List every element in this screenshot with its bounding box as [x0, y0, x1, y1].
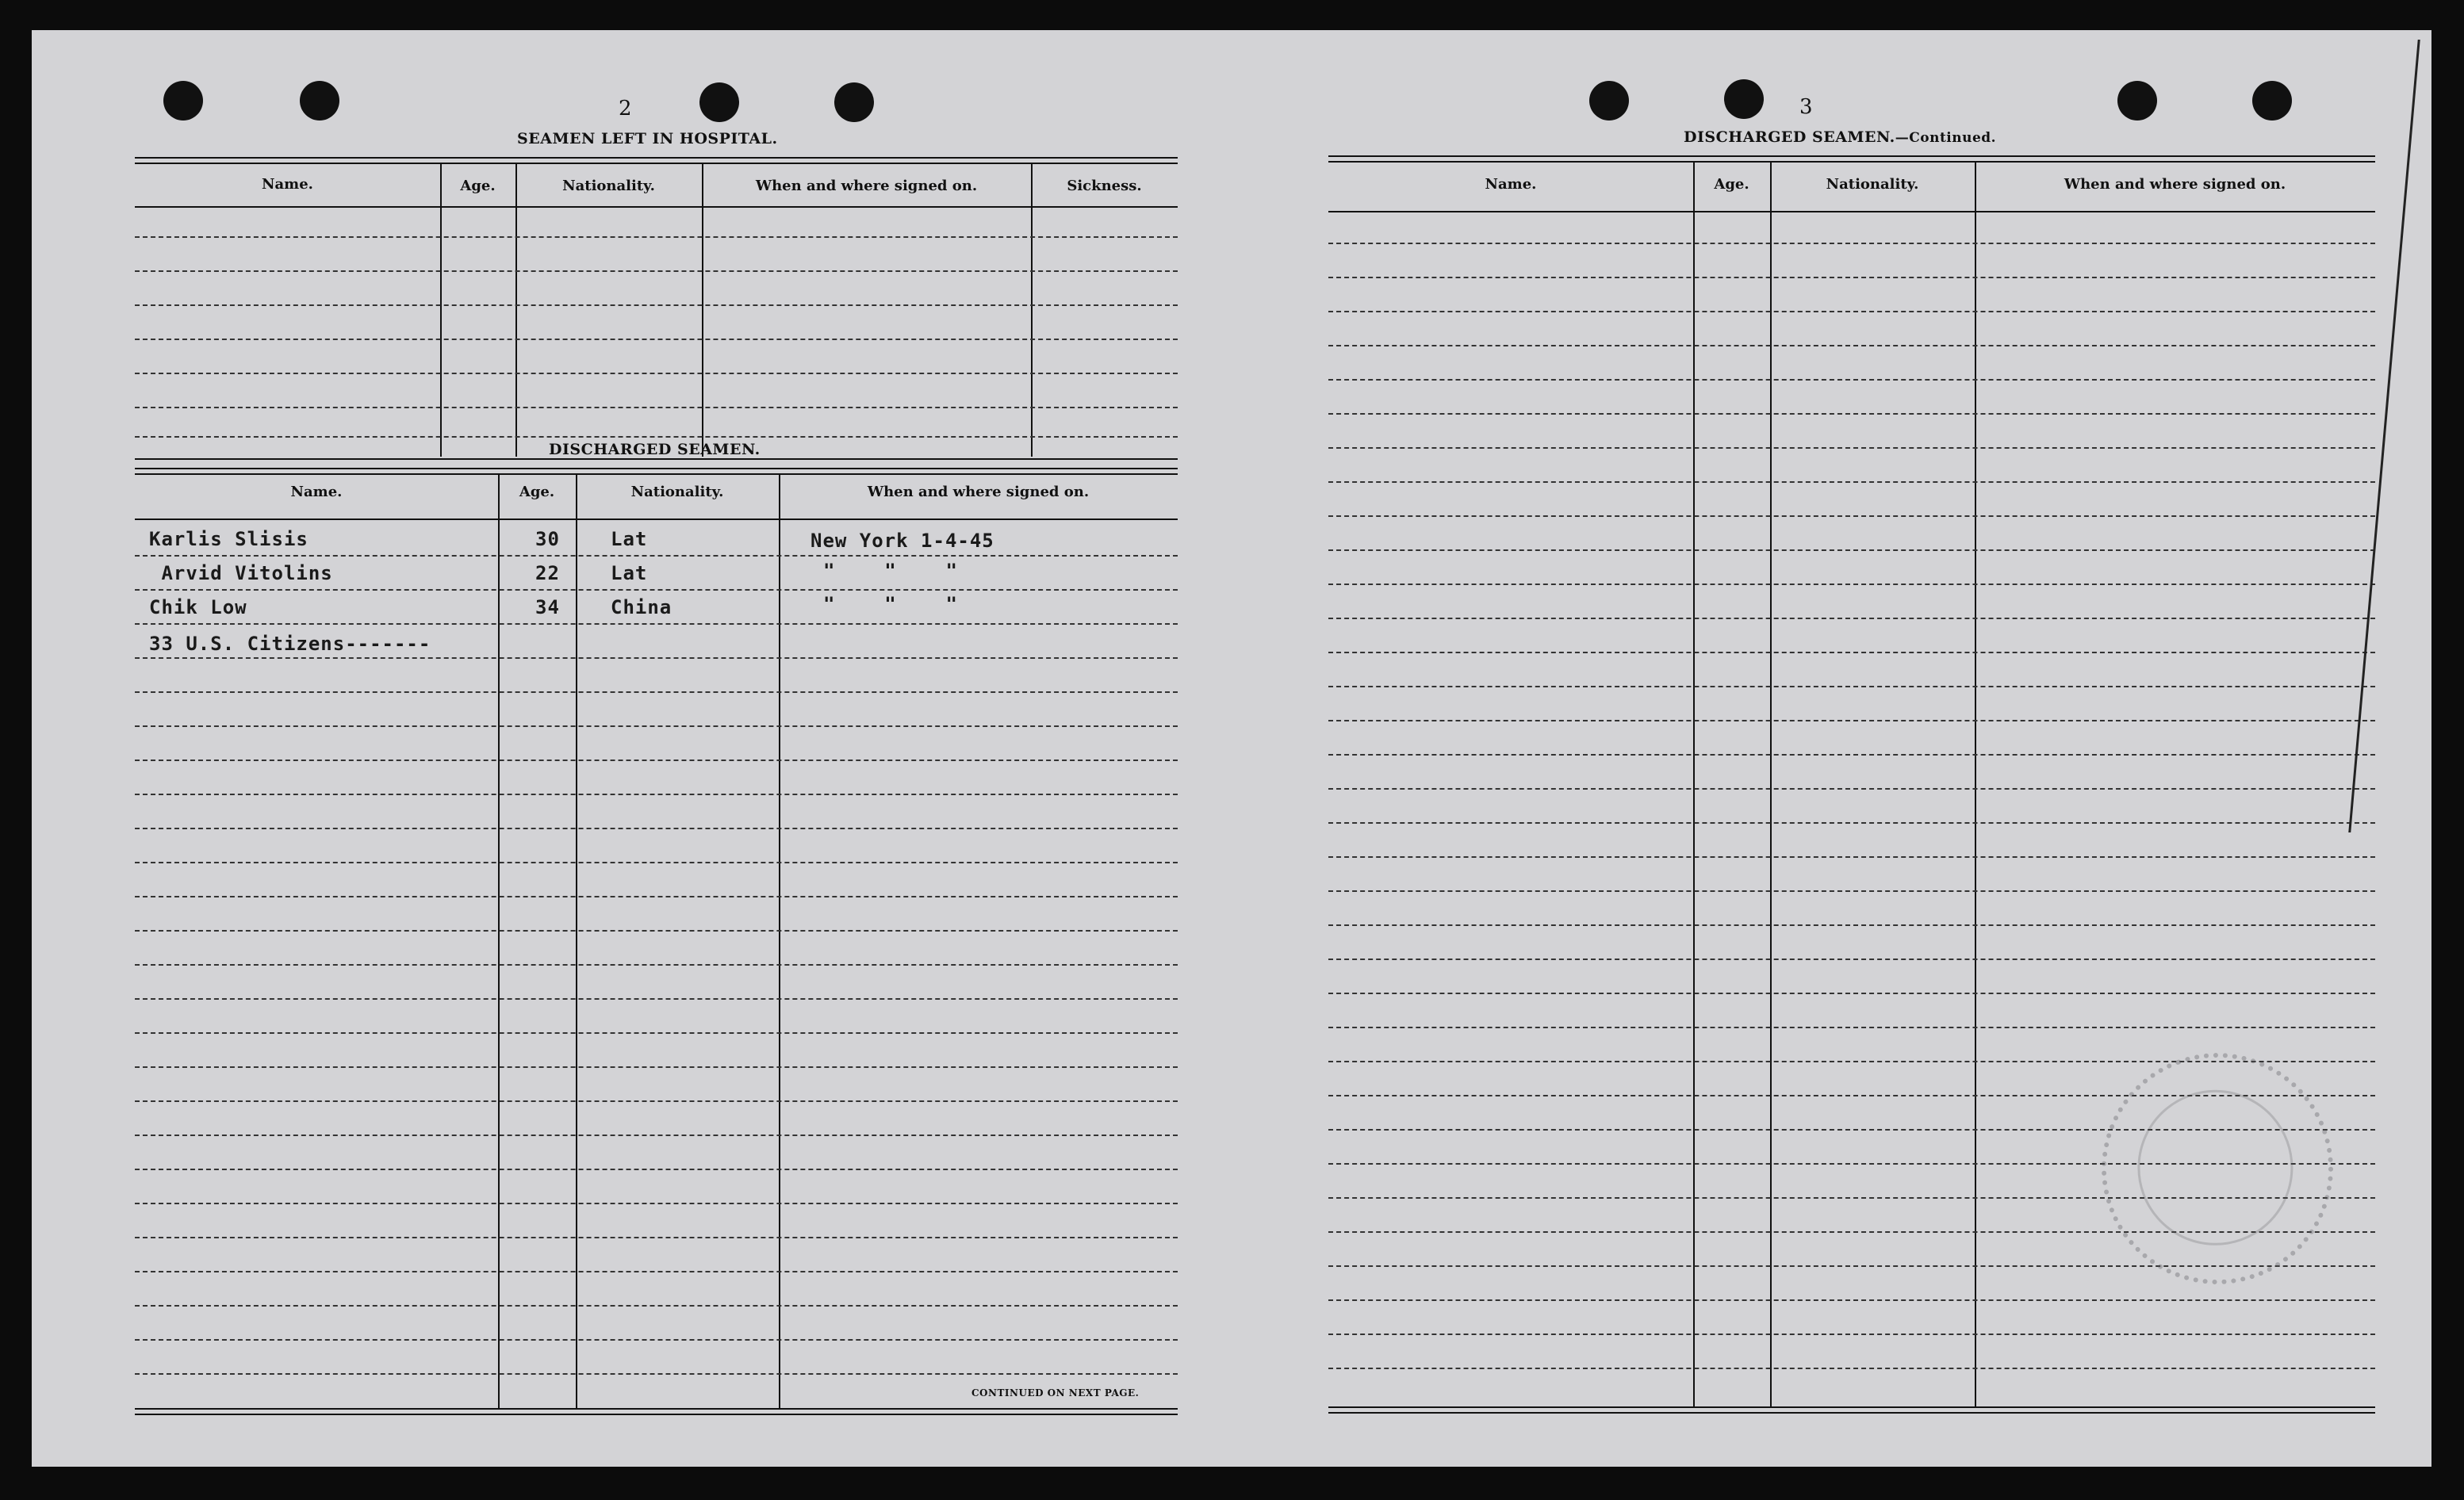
- column-header-signed-on: When and where signed on.: [755, 178, 978, 194]
- row-line: [135, 930, 1178, 932]
- column-divider: [1031, 163, 1033, 457]
- column-header-signed-on: When and where signed on.: [867, 484, 1090, 500]
- row-line: [1328, 413, 2375, 415]
- row-line: [1328, 924, 2375, 926]
- row-line: [135, 725, 1178, 727]
- table-top-rule: [135, 157, 1178, 164]
- seaman-signed-on: " " ": [823, 593, 958, 615]
- row-line: [135, 862, 1178, 863]
- column-divider: [1770, 162, 1772, 1406]
- row-line: [135, 794, 1178, 795]
- row-line: [135, 436, 1178, 438]
- row-line: [135, 1271, 1178, 1272]
- row-line: [135, 1373, 1178, 1375]
- row-line: [135, 1305, 1178, 1307]
- section-title-suffix: —Continued.: [1895, 130, 1997, 146]
- left-page: [135, 30, 1186, 1467]
- row-line: [135, 998, 1178, 1000]
- row-line: [1328, 447, 2375, 449]
- column-divider: [440, 163, 442, 457]
- row-line: [1328, 379, 2375, 381]
- column-header-age: Age.: [1714, 176, 1749, 193]
- table-top-rule: [1328, 155, 2375, 163]
- row-line: [135, 373, 1178, 374]
- row-line: [1328, 345, 2375, 346]
- row-line: [135, 657, 1178, 659]
- row-line: [1328, 652, 2375, 653]
- row-line: [1328, 1334, 2375, 1335]
- row-line: [1328, 481, 2375, 483]
- seaman-nationality: Lat: [611, 528, 648, 550]
- row-line: [1328, 856, 2375, 858]
- row-line: [135, 304, 1178, 306]
- column-header-name: Name.: [262, 176, 313, 193]
- row-line: [135, 407, 1178, 408]
- stamp-inner-ring: [2116, 1068, 2315, 1267]
- row-line: [135, 1339, 1178, 1341]
- seaman-age: 30: [535, 528, 560, 550]
- row-line: [1328, 311, 2375, 312]
- row-line: [1328, 584, 2375, 585]
- section-title-text: DISCHARGED SEAMEN.: [1684, 128, 1895, 146]
- seaman-name: Arvid Vitolins: [149, 562, 333, 584]
- continued-note: CONTINUED ON NEXT PAGE.: [971, 1387, 1140, 1399]
- column-header-name: Name.: [290, 484, 343, 500]
- row-line: [135, 964, 1178, 966]
- row-line: [1328, 277, 2375, 278]
- header-rule: [135, 206, 1178, 208]
- seaman-name: Karlis Slisis: [149, 528, 308, 550]
- hospital-section-title: SEAMEN LEFT IN HOSPITAL.: [517, 130, 778, 147]
- seaman-signed-on: New York 1-4-45: [810, 530, 994, 552]
- row-line: [1328, 618, 2375, 619]
- seaman-nationality: Lat: [611, 562, 648, 584]
- seaman-age: 34: [535, 596, 560, 618]
- column-divider: [1975, 162, 1976, 1406]
- column-header-sickness: Sickness.: [1067, 178, 1142, 194]
- discharged-continued-title: [1684, 128, 1996, 146]
- seaman-name: Chik Low: [149, 596, 247, 618]
- column-header-age: Age.: [460, 178, 496, 194]
- row-line: [1328, 720, 2375, 721]
- row-line: [135, 1135, 1178, 1136]
- row-line: [1328, 822, 2375, 824]
- column-divider: [1693, 162, 1695, 1406]
- column-header-nationality: Nationality.: [630, 484, 724, 500]
- row-line: [135, 1032, 1178, 1034]
- column-divider: [702, 163, 703, 457]
- row-line: [135, 896, 1178, 897]
- row-line: [1328, 243, 2375, 244]
- header-rule: [1328, 211, 2375, 212]
- row-line: [135, 1237, 1178, 1238]
- row-line: [135, 589, 1178, 591]
- row-line: [135, 828, 1178, 829]
- row-line: [1328, 549, 2375, 551]
- page-number: 2: [619, 97, 632, 121]
- row-line: [1328, 1368, 2375, 1369]
- table-top-rule: [135, 468, 1178, 475]
- column-header-age: Age.: [519, 484, 555, 500]
- discharged-section-title: DISCHARGED SEAMEN.: [549, 441, 761, 458]
- row-line: [1328, 788, 2375, 790]
- table-bottom-rule: [135, 458, 1178, 460]
- column-divider: [779, 474, 780, 1408]
- column-header-name: Name.: [1485, 176, 1537, 193]
- row-line: [1328, 754, 2375, 756]
- row-line: [135, 623, 1178, 625]
- column-divider: [498, 474, 500, 1408]
- document-scan: [32, 30, 2431, 1467]
- row-line: [135, 691, 1178, 693]
- seaman-signed-on: " " ": [823, 560, 958, 582]
- page-number: 3: [1799, 95, 1813, 119]
- column-divider: [515, 163, 517, 457]
- column-header-signed-on: When and where signed on.: [2064, 176, 2286, 193]
- column-divider: [576, 474, 577, 1408]
- row-line: [135, 1203, 1178, 1204]
- row-line: [1328, 686, 2375, 687]
- row-line: [135, 555, 1178, 557]
- seaman-age: 22: [535, 562, 560, 584]
- seaman-nationality: China: [611, 596, 673, 618]
- row-line: [1328, 959, 2375, 960]
- row-line: [1328, 1027, 2375, 1028]
- column-header-nationality: Nationality.: [562, 178, 655, 194]
- column-header-nationality: Nationality.: [1826, 176, 1919, 193]
- row-line: [1328, 993, 2375, 994]
- table-bottom-rule: [1328, 1406, 2375, 1414]
- row-line: [135, 1169, 1178, 1170]
- row-line: [135, 339, 1178, 340]
- row-line: [135, 236, 1178, 238]
- row-line: [135, 270, 1178, 272]
- row-line: [135, 760, 1178, 761]
- row-line: [1328, 1299, 2375, 1301]
- table-bottom-rule: [135, 1408, 1178, 1415]
- row-line: [135, 1100, 1178, 1102]
- citizens-note: 33 U.S. Citizens-------: [149, 633, 431, 655]
- row-line: [1328, 515, 2375, 517]
- header-rule: [135, 518, 1178, 520]
- row-line: [135, 1066, 1178, 1068]
- row-line: [1328, 890, 2375, 892]
